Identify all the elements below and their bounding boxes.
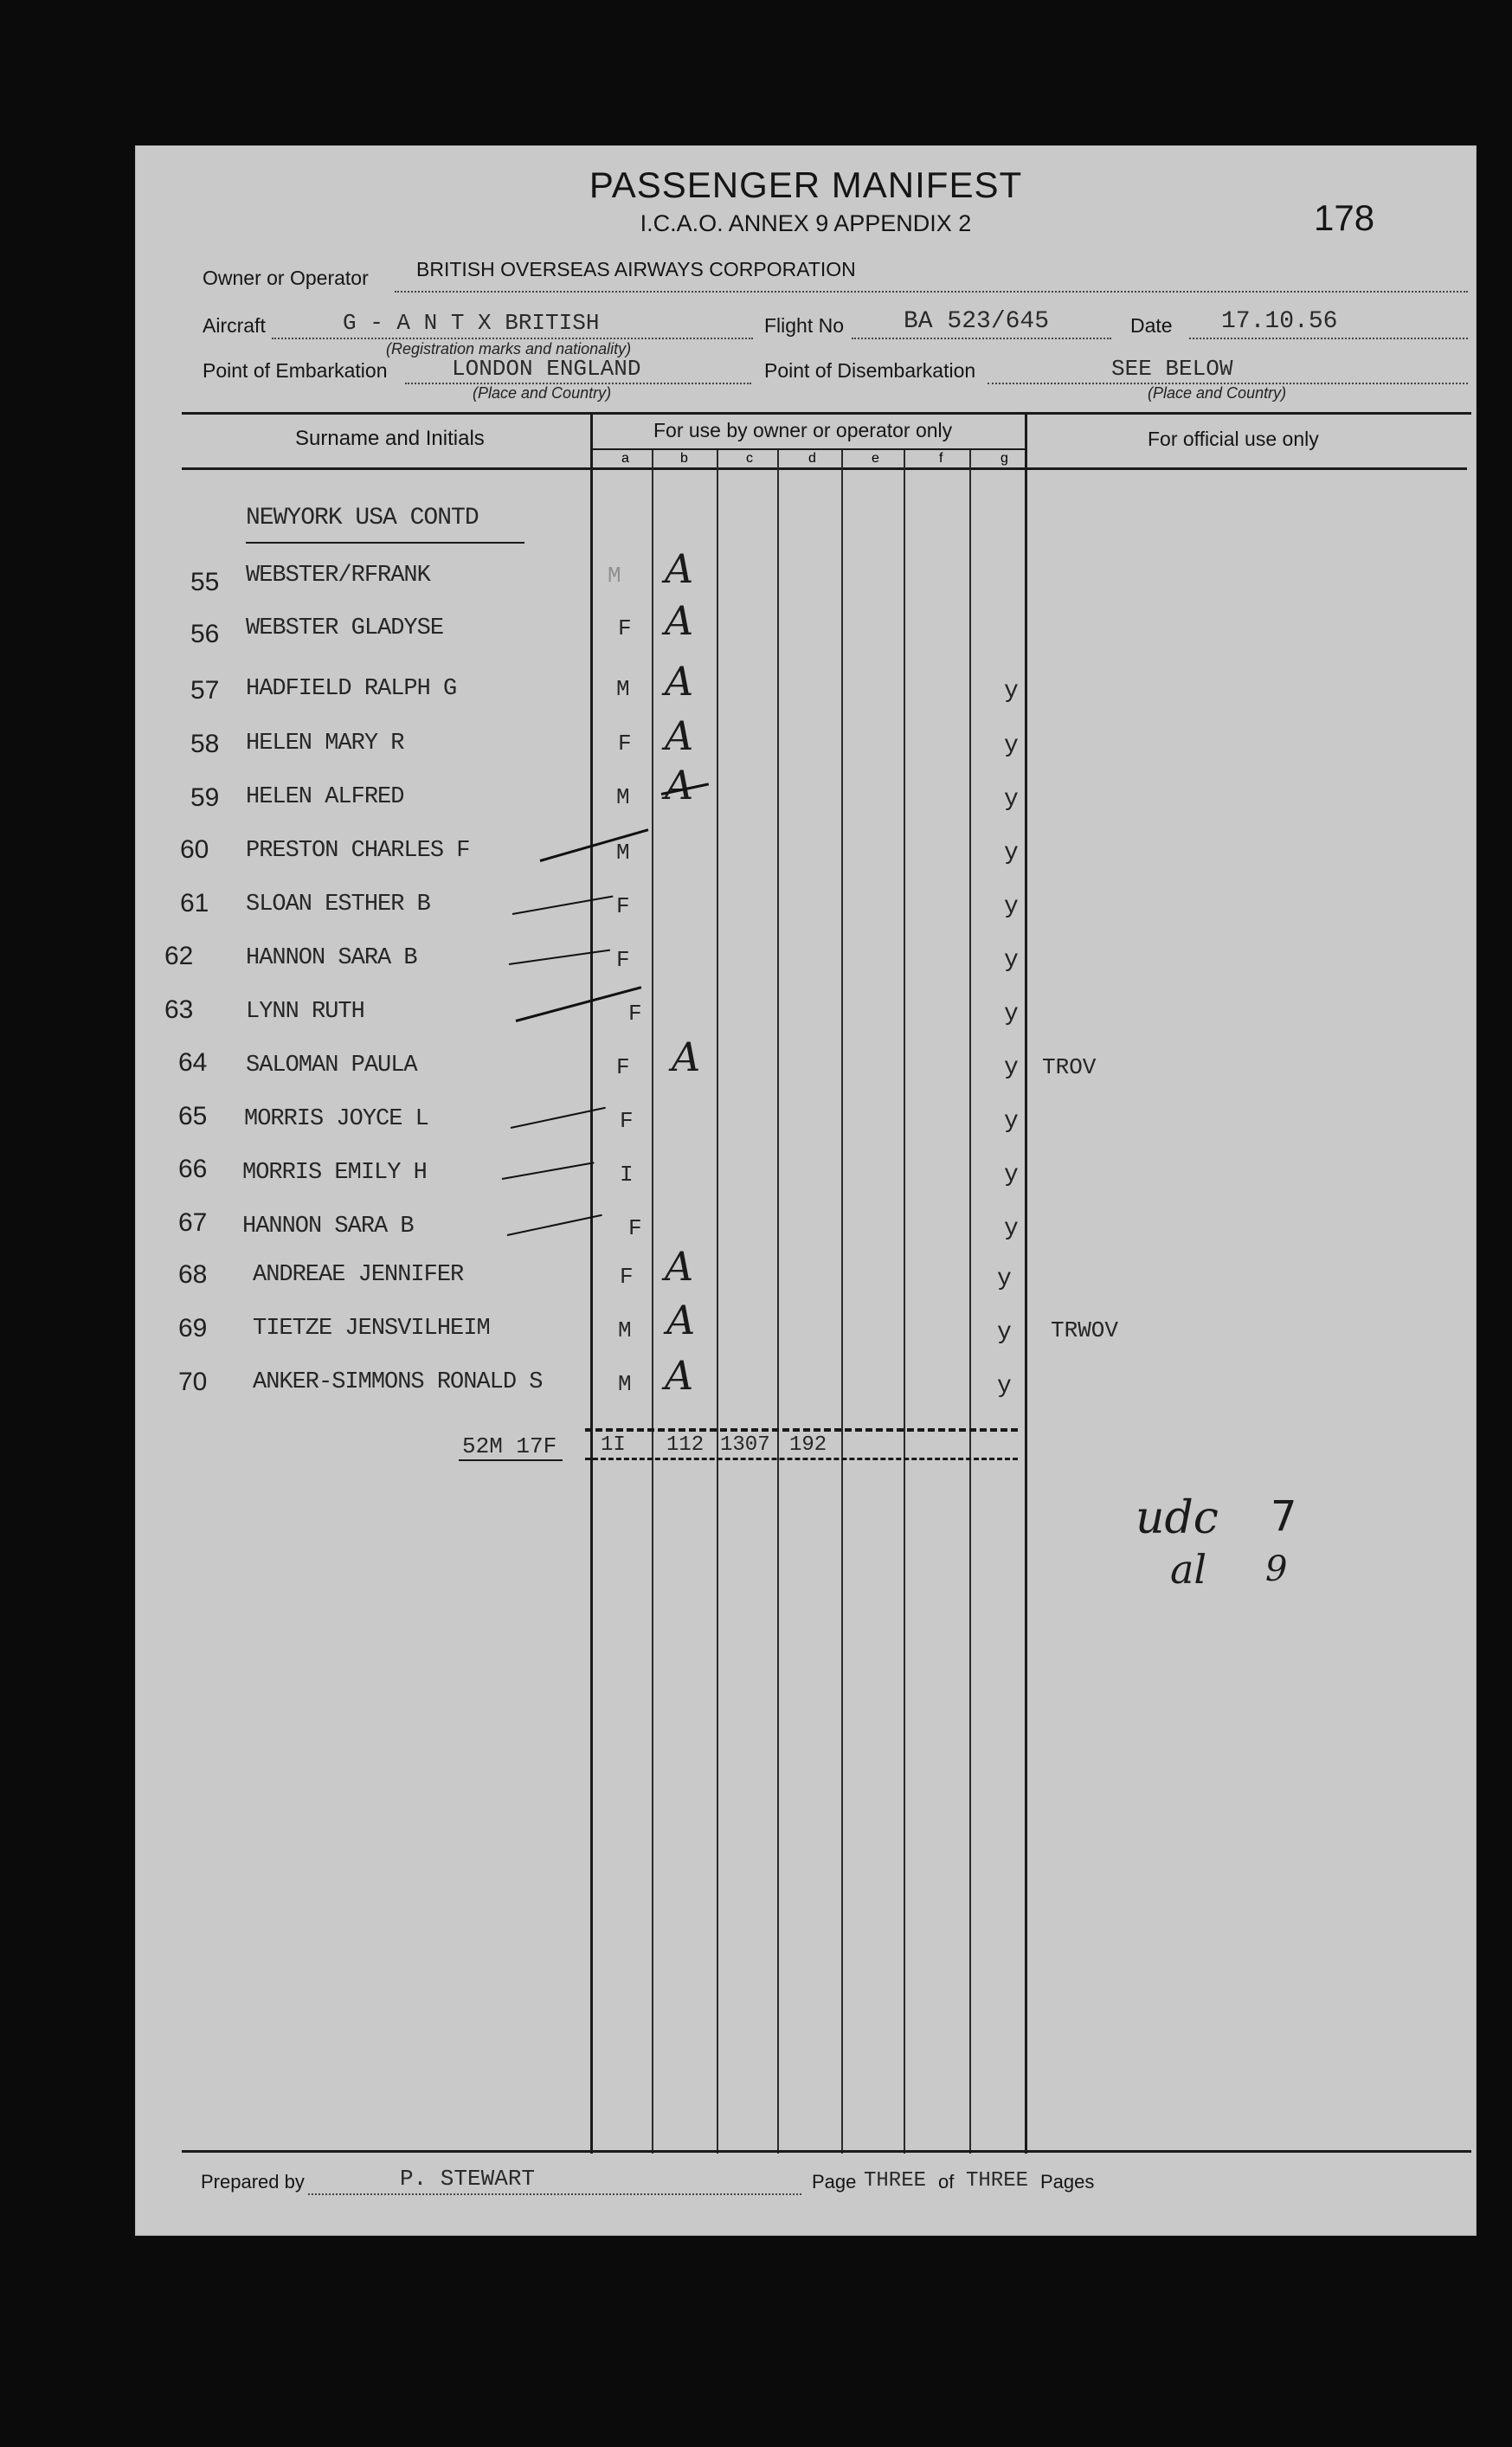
prepared-by-label: Prepared by	[201, 2171, 305, 2193]
owner-value: BRITISH OVERSEAS AIRWAYS CORPORATION	[416, 258, 856, 280]
column-g-mark: y	[1004, 893, 1019, 920]
note-line2-number: 9	[1265, 1549, 1288, 1589]
col-header-official: For official use only	[1148, 428, 1319, 450]
strike-mark	[516, 986, 642, 1022]
column-g-mark: y	[1004, 732, 1019, 759]
owner-dotted-line	[395, 291, 1468, 293]
strike-mark	[502, 1162, 595, 1180]
column-g-mark: y	[1004, 786, 1019, 813]
row-number: 67	[178, 1208, 208, 1237]
col-letter-g: g	[1000, 451, 1008, 466]
table-header-rule	[182, 467, 1467, 470]
flight-value: BA 523/645	[904, 308, 1050, 335]
passenger-sex: F	[618, 615, 632, 641]
column-g-mark: y	[997, 1265, 1012, 1292]
col-letter-a: a	[621, 451, 629, 466]
operator-sub-rule	[592, 448, 1025, 450]
note-line1-number: 7	[1271, 1492, 1297, 1541]
passenger-sex: M	[608, 563, 621, 589]
column-g-mark: y	[1004, 840, 1019, 866]
passenger-name: HANNON SARA B	[242, 1214, 414, 1240]
passenger-name: MORRIS JOYCE L	[244, 1106, 428, 1132]
of-value: THREE	[966, 2169, 1029, 2193]
col-letter-f: f	[939, 451, 943, 466]
totals-top-rule	[585, 1428, 1018, 1432]
passenger-name: ANDREAE JENNIFER	[253, 1262, 464, 1288]
disembarkation-label: Point of Disembarkation	[764, 359, 976, 382]
total-col-c: 1307	[720, 1433, 770, 1457]
row-number: 59	[190, 783, 220, 812]
embarkation-value: LONDON ENGLAND	[452, 356, 641, 382]
col-rule-f	[904, 450, 905, 2154]
aircraft-label: Aircraft	[203, 314, 266, 337]
passenger-sex: F	[620, 1264, 634, 1290]
table-top-rule	[182, 412, 1471, 415]
passenger-name: LYNN RUTH	[246, 999, 364, 1025]
col-letter-d: d	[808, 451, 816, 466]
total-col-a: 1I	[601, 1433, 626, 1457]
date-dotted-line	[1189, 338, 1468, 339]
passenger-sex: F	[618, 731, 632, 757]
strike-mark	[512, 896, 614, 915]
strike-mark	[540, 828, 649, 862]
row-number: 62	[164, 942, 194, 970]
official-note: TROV	[1042, 1054, 1097, 1080]
column-g-mark: y	[997, 1373, 1012, 1400]
column-g-mark: y	[1004, 947, 1019, 974]
passenger-name: SALOMAN PAULA	[246, 1053, 417, 1079]
disembarkation-note: (Place and Country)	[1148, 384, 1287, 402]
owner-label: Owner or Operator	[203, 267, 369, 289]
column-g-mark: y	[1004, 678, 1019, 705]
passenger-name: ANKER-SIMMONS RONALD S	[253, 1369, 543, 1395]
document-subtitle: I.C.A.O. ANNEX 9 APPENDIX 2	[640, 210, 972, 236]
passenger-name: WEBSTER/RFRANK	[246, 563, 430, 589]
passenger-sex: F	[628, 1215, 642, 1241]
column-g-mark: y	[1004, 1054, 1019, 1081]
section-heading: NEWYORK USA CONTD	[246, 505, 479, 531]
passenger-name: HADFIELD RALPH G	[246, 676, 457, 702]
handwritten-mark-b: A	[665, 658, 694, 705]
passenger-sex: M	[618, 1317, 632, 1343]
aircraft-dotted-line	[272, 338, 753, 339]
passenger-sex: F	[616, 947, 630, 973]
passenger-sex: F	[616, 1054, 630, 1080]
note-line1-text: udc	[1136, 1492, 1219, 1544]
row-number: 66	[178, 1155, 208, 1183]
passenger-name: PRESTON CHARLES F	[246, 838, 470, 864]
aircraft-note: (Registration marks and nationality)	[386, 340, 632, 357]
embarkation-label: Point of Embarkation	[203, 359, 388, 382]
column-g-mark: y	[1004, 1108, 1019, 1135]
passenger-name: HANNON SARA B	[246, 945, 417, 971]
totals-label: 52M 17F	[462, 1433, 557, 1459]
passenger-sex: F	[628, 1001, 642, 1027]
footer-rule	[182, 2150, 1471, 2153]
handwritten-mark-b: A	[665, 545, 694, 592]
handwritten-mark-b: A	[665, 1352, 694, 1399]
row-number: 57	[190, 676, 220, 705]
date-value: 17.10.56	[1221, 308, 1338, 335]
prepared-by-dotted-line	[308, 2193, 801, 2195]
passenger-sex: M	[618, 1371, 632, 1397]
embarkation-note: (Place and Country)	[473, 384, 612, 402]
row-number: 64	[178, 1048, 208, 1077]
row-number: 61	[180, 889, 209, 918]
col-rule-c	[717, 450, 718, 2154]
col-rule-official	[1025, 414, 1027, 2154]
col-letter-e: e	[872, 451, 879, 466]
row-number: 60	[180, 835, 209, 864]
passenger-sex: F	[616, 893, 630, 919]
passenger-name: HELEN MARY R	[246, 731, 404, 757]
passenger-sex: M	[616, 784, 630, 810]
aircraft-value: G - A N T X BRITISH	[343, 310, 600, 336]
passenger-sex: M	[616, 840, 630, 866]
col-letter-b: b	[680, 451, 688, 466]
totals-label-underline	[459, 1459, 563, 1461]
passenger-name: HELEN ALFRED	[246, 784, 404, 810]
total-col-b: 112	[666, 1433, 705, 1457]
column-g-mark: y	[1004, 1215, 1019, 1242]
handwritten-mark-b: A	[666, 1297, 696, 1343]
prepared-by-value: P. STEWART	[400, 2166, 536, 2192]
row-number: 55	[190, 568, 220, 596]
passenger-name: WEBSTER GLADYSE	[246, 615, 444, 641]
passenger-name: MORRIS EMILY H	[242, 1160, 427, 1186]
handwritten-mark-b: A	[665, 597, 694, 644]
passenger-sex: I	[620, 1162, 634, 1188]
handwritten-mark-b: A	[672, 1034, 701, 1080]
row-number: 70	[178, 1368, 208, 1396]
row-number: 65	[178, 1102, 208, 1130]
strike-mark	[507, 1214, 602, 1236]
col-header-operator: For use by owner or operator only	[653, 419, 953, 441]
of-label: of	[938, 2171, 955, 2193]
column-g-mark: y	[1004, 1162, 1019, 1188]
section-heading-underline	[246, 542, 524, 544]
passenger-name: SLOAN ESTHER B	[246, 892, 430, 918]
manifest-sheet	[135, 145, 1477, 2236]
column-g-mark: y	[1004, 1001, 1019, 1027]
column-g-mark: y	[997, 1319, 1012, 1346]
pages-label: Pages	[1040, 2171, 1095, 2193]
passenger-sex: F	[620, 1108, 634, 1134]
strike-mark	[509, 950, 610, 965]
col-header-surname: Surname and Initials	[295, 427, 485, 450]
date-label: Date	[1130, 314, 1173, 337]
handwritten-mark-b: A	[665, 712, 694, 759]
page-number: 178	[1314, 197, 1375, 238]
handwritten-mark-b: A	[665, 762, 694, 808]
row-number: 56	[190, 620, 220, 648]
col-rule-b	[652, 450, 653, 2154]
row-number: 58	[190, 730, 220, 758]
disembarkation-value: SEE BELOW	[1111, 356, 1233, 382]
col-rule-e	[841, 450, 843, 2154]
col-rule-d	[777, 450, 779, 2154]
col-letter-c: c	[746, 451, 753, 466]
page-value: THREE	[864, 2169, 927, 2193]
passenger-name: TIETZE JENSVILHEIM	[253, 1316, 490, 1342]
row-number: 63	[164, 995, 194, 1024]
document-title: PASSENGER MANIFEST	[589, 164, 1023, 205]
row-number: 69	[178, 1314, 208, 1343]
col-rule-a	[590, 414, 593, 2154]
passenger-sex: M	[616, 676, 630, 702]
handwritten-mark-b: A	[665, 1243, 694, 1290]
flight-label: Flight No	[764, 314, 845, 337]
page-label: Page	[812, 2171, 857, 2193]
official-note: TRWOV	[1051, 1317, 1119, 1343]
row-number: 68	[178, 1260, 208, 1289]
flight-dotted-line	[852, 338, 1111, 339]
note-line2-text: al	[1170, 1546, 1207, 1593]
totals-bottom-rule	[585, 1458, 1018, 1460]
col-rule-g	[969, 450, 971, 2154]
total-col-d: 192	[789, 1433, 827, 1457]
